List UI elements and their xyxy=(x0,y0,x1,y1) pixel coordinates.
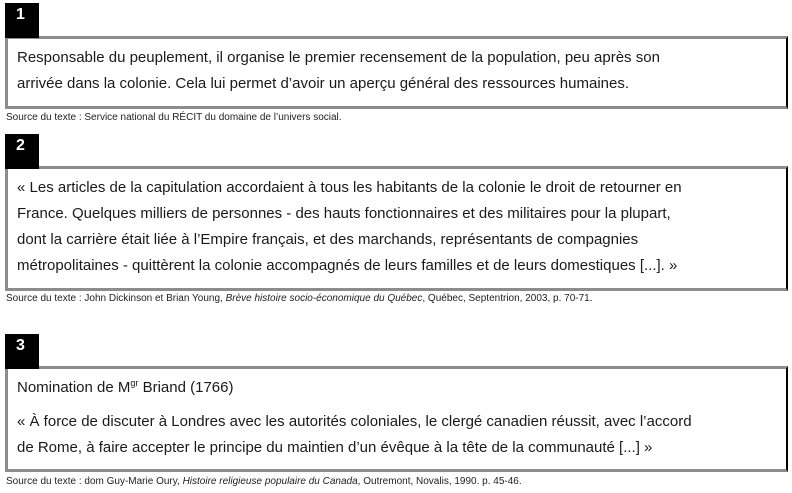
source-details: , Outremont, Novalis, 1990. p. 45-46. xyxy=(357,476,522,487)
document-text-box xyxy=(5,366,788,472)
heading-superscript: gr xyxy=(130,378,139,388)
text-line: métropolitaines - quittèrent la colonie accompagnés de leurs familles et de leurs domestiques [...]. » xyxy=(17,257,678,274)
source-details: , Québec, Septentrion, 2003, p. 70-71. xyxy=(422,293,593,304)
text-line: France. Quelques milliers de personnes - des hauts fonctionnaires et des militaires pour la plupart, xyxy=(17,205,671,222)
text-line: de Rome, à faire accepter le principe du maintien d’un évêque à la tête de la communauté [...] » xyxy=(17,439,653,456)
source-text: Source du texte : dom Guy-Marie Oury, xyxy=(6,476,183,487)
document-number: 1 xyxy=(16,6,25,23)
document-number-badge xyxy=(5,3,39,38)
text-line: « À force de discuter à Londres avec les autorités coloniales, le clergé canadien réussit, avec l’accord xyxy=(17,413,692,430)
text-line: « Les articles de la capitulation accordaient à tous les habitants de la colonie le droit de retourner en xyxy=(17,179,682,196)
source-title: Brève histoire socio-économique du Québec xyxy=(225,293,423,304)
source-text: Source du texte : John Dickinson et Brian Young, xyxy=(6,293,226,304)
text-line: Responsable du peuplement, il organise le premier recensement de la population, peu après son xyxy=(17,49,660,66)
source-text: Source du texte : Service national du RÉCIT du domaine de l’univers social. xyxy=(6,112,342,123)
document-number-badge xyxy=(5,334,39,369)
document-text-box xyxy=(5,36,788,109)
document-number-badge xyxy=(5,134,39,169)
text-line: arrivée dans la colonie. Cela lui permet d’avoir un aperçu général des ressources humaines. xyxy=(17,75,629,92)
document-text-box xyxy=(5,166,788,291)
source-title: Histoire religieuse populaire du Canada xyxy=(182,476,358,487)
source-citation xyxy=(6,476,522,488)
heading-text: Nomination de M xyxy=(17,379,131,396)
source-citation xyxy=(6,293,593,305)
heading-text: Briand (1766) xyxy=(138,379,234,396)
source-citation xyxy=(6,112,342,124)
text-line: dont la carrière était liée à l’Empire français, et des marchands, représentants de compagnies xyxy=(17,231,639,248)
document-heading xyxy=(17,375,778,401)
document-number: 3 xyxy=(16,337,25,354)
document-number: 2 xyxy=(16,137,25,154)
